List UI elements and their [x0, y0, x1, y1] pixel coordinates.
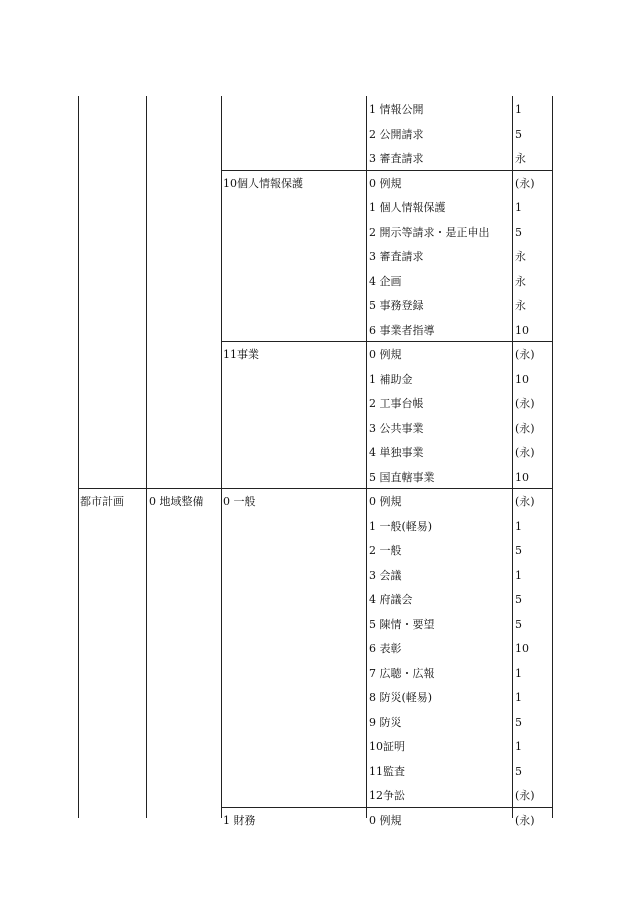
column-divider — [146, 96, 147, 818]
table-cell: 5 — [515, 617, 522, 631]
table-cell: 5 — [515, 764, 522, 778]
retention-schedule-table — [78, 96, 552, 827]
table-cell: 5 — [515, 127, 522, 141]
table-cell: 5 陳情・要望 — [369, 617, 435, 631]
table-cell: 都市計画 — [80, 495, 124, 508]
table-cell: 1 個人情報保護 — [369, 201, 446, 214]
table-cell: 1 一般(軽易) — [369, 519, 433, 533]
table-cell: 1 — [515, 568, 522, 582]
table-cell: 1 — [515, 740, 522, 753]
table-cell: 0 一般 — [223, 495, 256, 508]
column-divider — [512, 96, 513, 818]
table-cell: (永) — [515, 813, 535, 827]
table-cell: 1 補助金 — [369, 372, 413, 386]
table-cell: 10証明 — [369, 740, 405, 753]
table-cell: (永) — [515, 446, 535, 459]
table-cell: 永 — [515, 274, 526, 288]
column-divider — [366, 96, 367, 818]
table-cell: 2 開示等請求・是正申出 — [369, 225, 490, 239]
table-cell: 4 企画 — [369, 274, 402, 288]
table-cell: 1 — [515, 519, 522, 533]
table-cell: 永 — [515, 152, 526, 165]
table-cell: 6 事業者指導 — [369, 323, 435, 337]
table-cell: 5 — [515, 225, 522, 239]
row-divider — [221, 341, 552, 342]
table-cell: 0 例規 — [369, 348, 402, 361]
column-divider — [221, 96, 222, 818]
table-cell: 5 — [515, 593, 522, 606]
table-cell: 0 例規 — [369, 813, 402, 827]
table-cell: 10 — [515, 372, 529, 386]
table-cell: 1 — [515, 666, 522, 680]
column-divider — [78, 96, 79, 818]
table-cell: 1 — [515, 201, 522, 214]
table-cell: 永 — [515, 250, 526, 263]
table-cell: 12争訟 — [369, 789, 405, 802]
table-cell: 1 — [515, 103, 522, 116]
table-cell: 5 — [515, 544, 522, 557]
table-cell: 2 一般 — [369, 544, 402, 557]
table-cell: 10 — [515, 642, 529, 655]
table-cell: 1 — [515, 691, 522, 704]
table-cell: 8 防災(軽易) — [369, 691, 433, 704]
row-divider — [221, 170, 552, 171]
table-cell: 9 防災 — [369, 715, 402, 729]
table-cell: 4 府議会 — [369, 593, 413, 606]
table-cell: 4 単独事業 — [369, 446, 424, 459]
table-cell: 5 — [515, 715, 522, 729]
table-cell: 6 表彰 — [369, 642, 402, 655]
table-cell: 11事業 — [223, 348, 259, 361]
table-cell: (永) — [515, 495, 535, 508]
table-cell: 11監査 — [369, 764, 405, 778]
table-cell: (永) — [515, 176, 535, 190]
table-cell: 10 — [515, 323, 529, 337]
table-cell: (永) — [515, 348, 535, 361]
table-cell: 3 公共事業 — [369, 421, 424, 435]
column-divider — [552, 96, 553, 818]
table-cell: 3 会議 — [369, 568, 402, 582]
row-divider — [78, 488, 552, 489]
table-cell: 5 国直轄事業 — [369, 470, 435, 484]
table-cell: 3 審査請求 — [369, 152, 424, 165]
table-cell: 1 情報公開 — [369, 103, 424, 116]
row-divider — [221, 807, 552, 808]
table-cell: 3 審査請求 — [369, 250, 424, 263]
table-cell: 2 工事台帳 — [369, 397, 424, 410]
table-cell: (永) — [515, 789, 535, 802]
table-cell: 0 例規 — [369, 176, 402, 190]
table-cell: 永 — [515, 299, 526, 312]
table-cell: 0 地域整備 — [149, 495, 204, 508]
table-cell: 2 公開請求 — [369, 127, 424, 141]
table-cell: 7 広聴・広報 — [369, 666, 435, 680]
table-cell: 5 事務登録 — [369, 299, 424, 312]
table-cell: 10 — [515, 470, 529, 484]
table-cell: (永) — [515, 397, 535, 410]
table-cell: (永) — [515, 421, 535, 435]
table-cell: 1 財務 — [223, 813, 256, 827]
table-cell: 10個人情報保護 — [223, 176, 303, 190]
table-cell: 0 例規 — [369, 495, 402, 508]
